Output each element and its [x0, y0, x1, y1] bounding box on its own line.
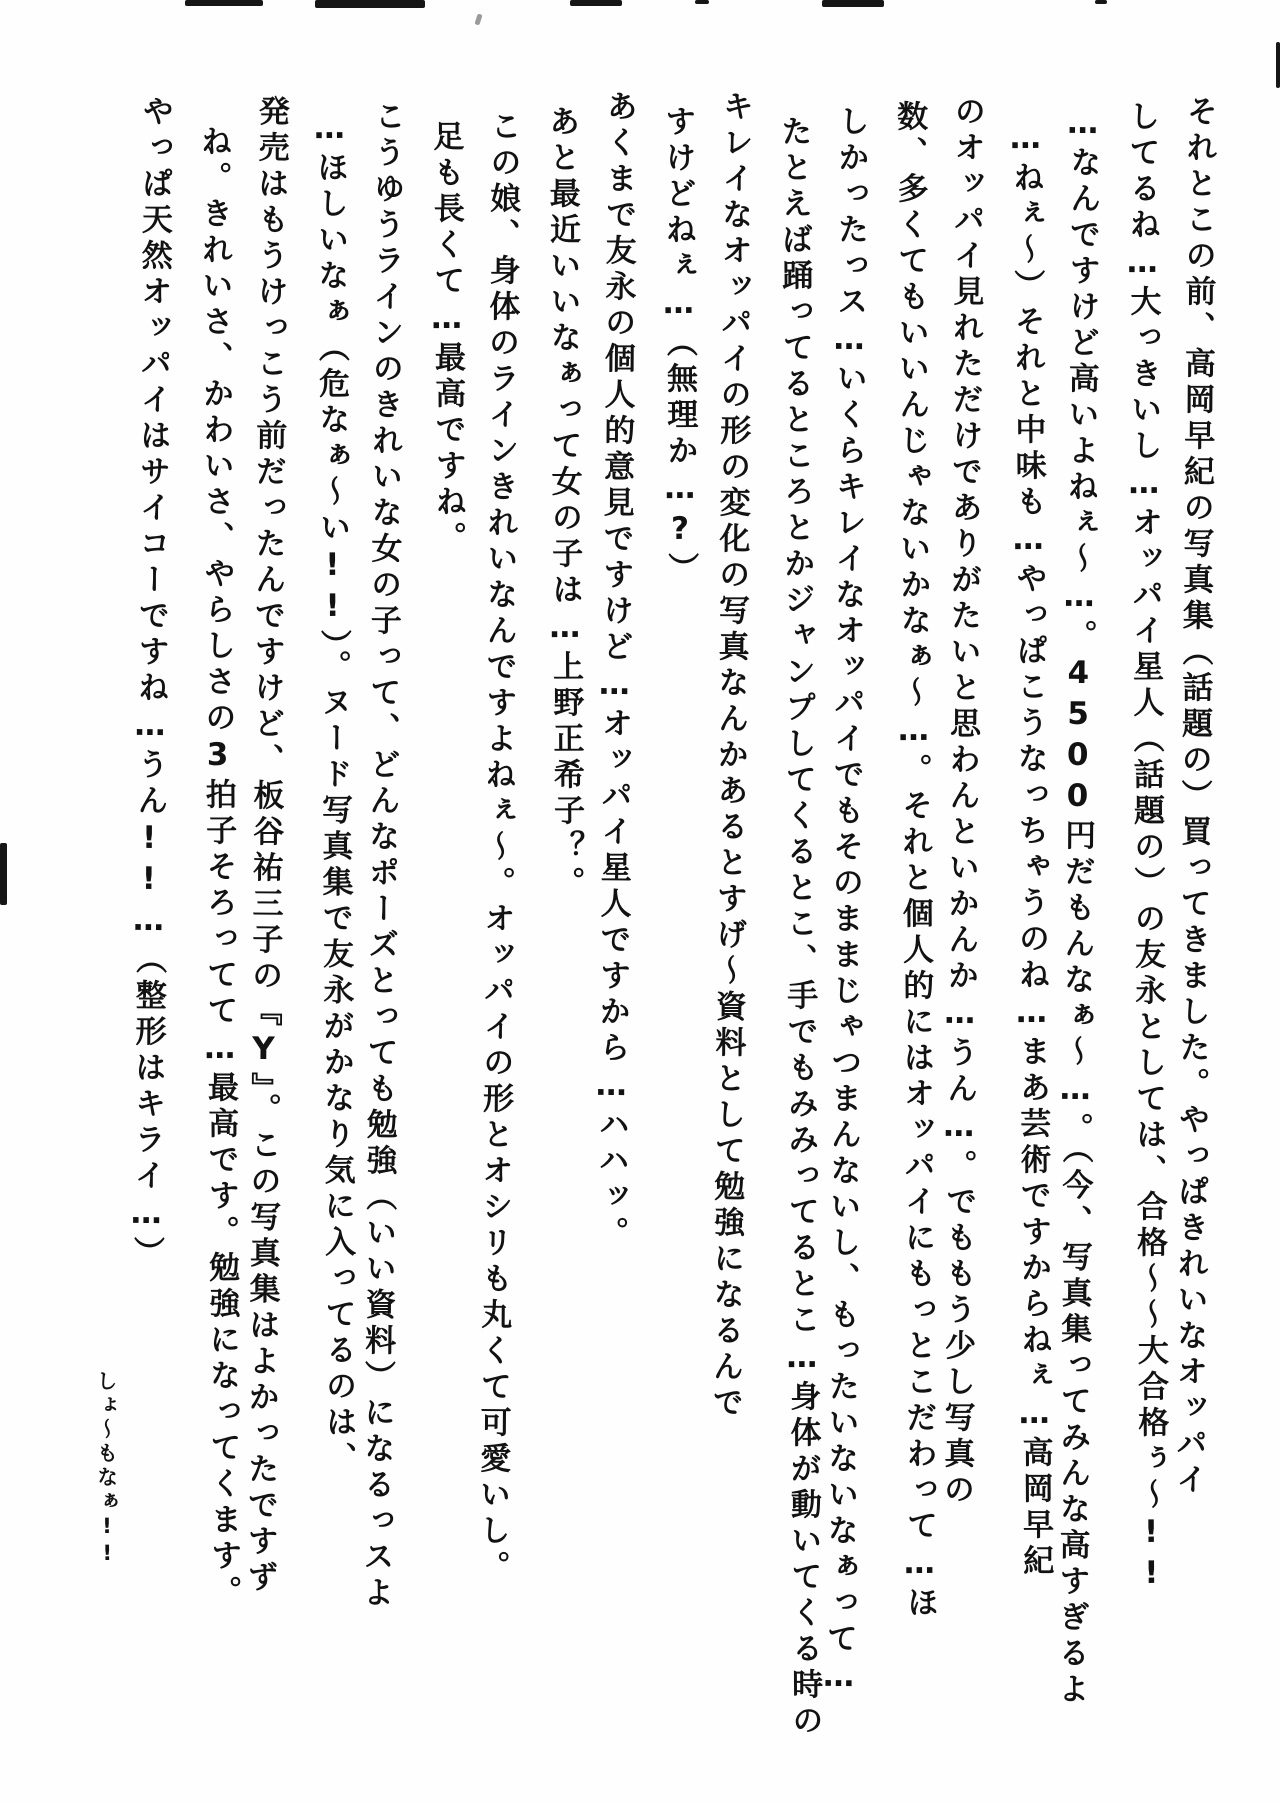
handwritten-line: 発売はもうけっこう前だったんですけど、板谷祐三子の『Y』。この写真集はよかったですず	[241, 94, 289, 1597]
handwritten-line: それとこの前、高岡早紀の写真集（話題の）買ってきました。やっぱきれいなオッパイ	[1169, 94, 1217, 1500]
handwritten-line: たとえば踊ってるところとかジャンプしてくるとこ、手でもみみってるとこ…身体が動いてくる時の	[775, 114, 823, 1741]
scan-artifact-top-edge	[822, 0, 884, 7]
scan-artifact-top-edge	[185, 0, 263, 6]
handwritten-line: あくまで友永の個人的意見ですけど…オッパイ星人ですから…ハハッ。	[591, 89, 637, 1253]
scan-artifact-left-edge	[0, 843, 7, 905]
handwritten-line: …ねぇ～）それと中味も…やっぱこうなっちゃうのね…まあ芸術ですからねぇ…高岡早紀	[1007, 119, 1054, 1581]
scan-artifact-tick	[474, 13, 482, 25]
handwritten-line: …ほしいなぁ（危なぁ～い!!）。ヌード写真集で友永がかなり気に入ってるのは、	[311, 109, 357, 1478]
scan-artifact-top-edge	[315, 0, 425, 8]
handwritten-line: しょ～もなぁ!!	[93, 1369, 120, 1569]
handwritten-line: …なんですけど高いよねぇ～…。4500円だもんなぁ～…。（今、写真集ってみんな高すぎるよ	[1052, 104, 1101, 1709]
handwritten-line: 数、多くてもいいんじゃないかなぁ～…。それと個人的にはオッパイにもっとこだわって…ほ	[891, 99, 938, 1623]
handwritten-line: しかったっス…いくらキレイなオッパイでもそのままじゃつまんないし、もったいないなぁって…	[820, 104, 869, 1700]
handwritten-line: やっぱ天然オッパイはサイコーですね…うん!!…（整形はキライ…）	[127, 94, 173, 1273]
handwritten-line: キレイなオッパイの形の変化の写真なんかあるとすげ～資料として勉強になるんで	[706, 89, 753, 1423]
handwritten-line: この娘、身体のラインきれいなんですよねぇ～。オッパイの形とオシリも丸くて可愛いし。	[473, 109, 521, 1587]
scan-artifact-top-edge	[570, 0, 622, 6]
handwritten-line: あと最近いいなぁって女の子は…上野正希子？。	[543, 104, 585, 903]
handwritten-line: ね。きれいさ、かわいさ、やらしさの3拍子そろってて…最高です。勉強になってくます。	[195, 124, 242, 1612]
handwritten-line: してるね…大っきいし…オッパイ星人（話題の）の友永としては、合格～～大合格ぅ～!!	[1123, 99, 1170, 1597]
scan-artifact-top-edge	[1095, 0, 1107, 4]
handwritten-line: 足も長くて…最高ですね。	[427, 119, 467, 558]
handwritten-line: すけどねぇ…（無理か…?）	[659, 104, 699, 589]
handwritten-line: こうゆうラインのきれいな女の子って、どんなポーズとっても勉強（いい資料）になるっスよ	[357, 99, 405, 1613]
handwritten-line: のオッパイ見れただけでありがたいと思わんといかんか…うん…。でももう少し写真の	[937, 94, 985, 1510]
scan-artifact-top-edge	[695, 0, 709, 4]
handwritten-text-block	[58, 90, 1228, 1797]
scan-artifact-right-edge	[1276, 42, 1280, 88]
